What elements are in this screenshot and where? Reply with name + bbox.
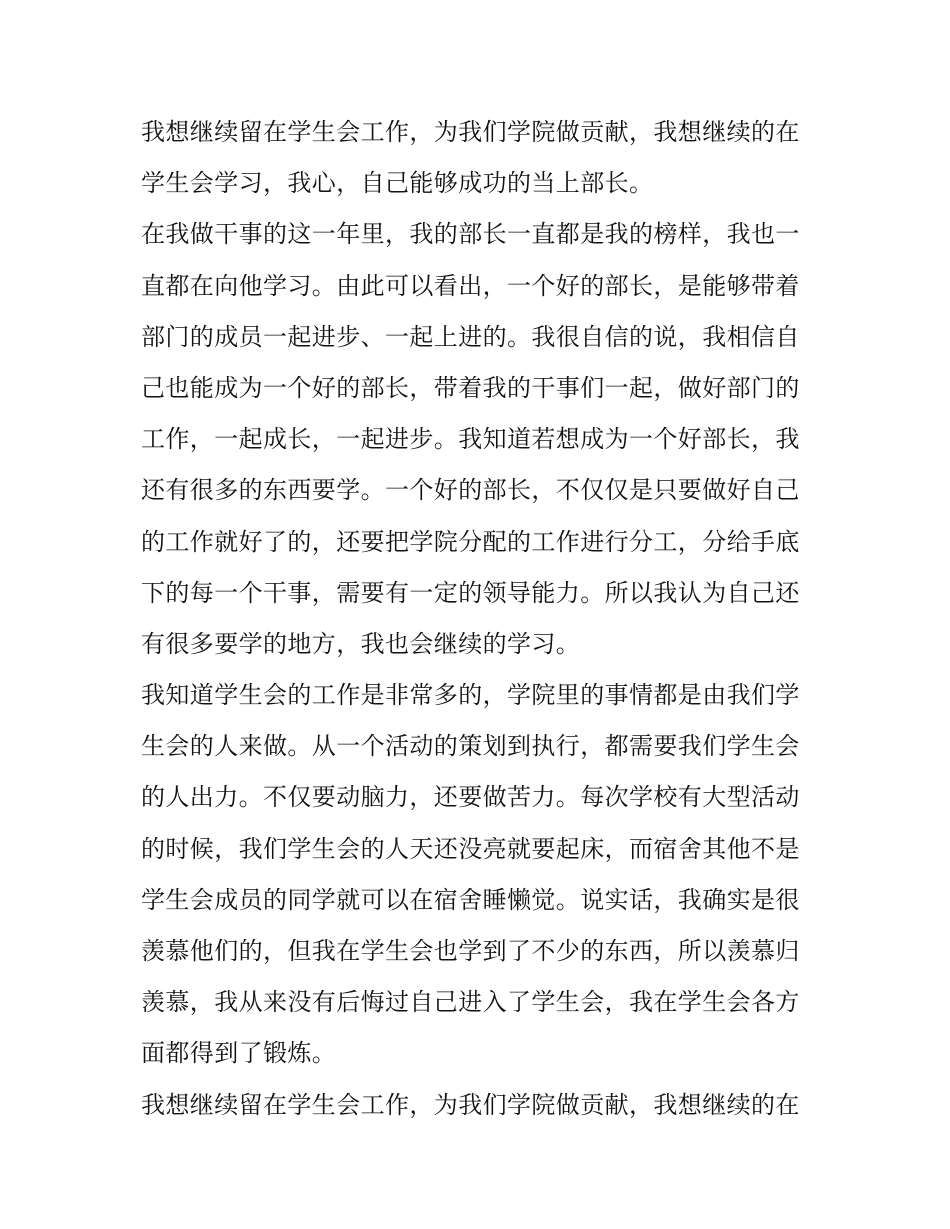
text-line: 我想继续留在学生会工作，为我们学院做贡献，我想继续的在 [141, 1090, 800, 1119]
text-line: 生会的人来做。从一个活动的策划到执行，都需要我们学生会 [141, 732, 800, 761]
text-line: 部门的成员一起进步、一起上进的。我很自信的说，我相信自 [141, 322, 800, 351]
text-line: 学生会成员的同学就可以在宿舍睡懒觉。说实话，我确实是很 [141, 885, 800, 914]
text-line: 羡慕，我从来没有后悔过自己进入了学生会，我在学生会各方 [141, 988, 800, 1017]
text-line: 有很多要学的地方，我也会继续的学习。 [141, 629, 581, 658]
text-line: 学生会学习，我心，自己能够成功的当上部长。 [141, 169, 654, 198]
text-line: 在我做干事的这一年里，我的部长一直都是我的榜样，我也一 [141, 220, 800, 249]
text-line: 还有很多的东西要学。一个好的部长，不仅仅是只要做好自己 [141, 476, 800, 505]
text-line: 工作，一起成长，一起进步。我知道若想成为一个好部长，我 [141, 425, 800, 454]
text-line: 己也能成为一个好的部长，带着我的干事们一起，做好部门的 [141, 373, 800, 402]
paragraph-3 [141, 670, 821, 1080]
text-line: 的时候，我们学生会的人天还没亮就要起床，而宿舍其他不是 [141, 834, 800, 863]
paragraph-1 [141, 107, 821, 209]
text-line: 我知道学生会的工作是非常多的，学院里的事情都是由我们学 [141, 681, 800, 710]
text-line: 羡慕他们的，但我在学生会也学到了不少的东西，所以羡慕归 [141, 937, 800, 965]
paragraph-4 [141, 1080, 821, 1131]
text-line: 面都得到了锻炼。 [141, 1039, 337, 1068]
text-line: 的人出力。不仅要动脑力，还要做苦力。每次学校有大型活动 [141, 783, 800, 812]
text-line: 直都在向他学习。由此可以看出，一个好的部长，是能够带着 [141, 271, 800, 300]
paragraph-2 [141, 209, 821, 670]
text-line: 我想继续留在学生会工作，为我们学院做贡献，我想继续的在 [141, 118, 800, 146]
text-line: 下的每一个干事，需要有一定的领导能力。所以我认为自己还 [141, 578, 800, 607]
document-body [141, 107, 821, 1131]
text-line: 的工作就好了的，还要把学院分配的工作进行分工，分给手底 [141, 527, 800, 556]
